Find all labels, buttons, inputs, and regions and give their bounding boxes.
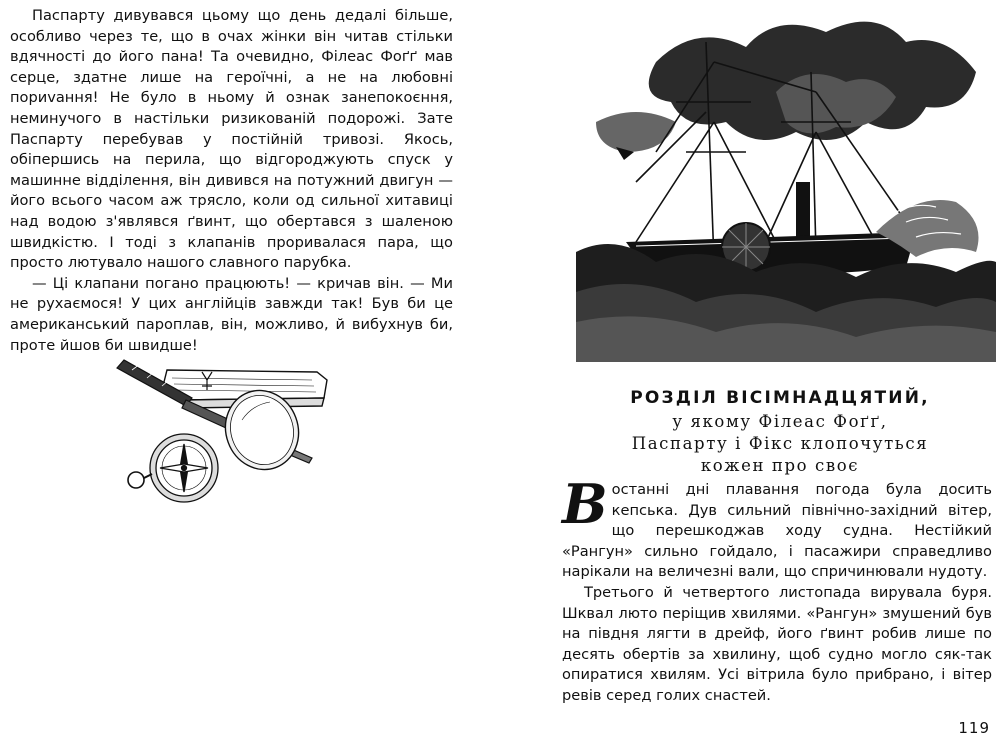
compass-icon <box>128 434 218 502</box>
paragraph-text: останні дні плавання погода була досить кепська. Дув сильний північно-західний вітер, що перешкоджав ходу судна. Нестійкий «Рангун» сильно гойдало, і пасажири справедливо нарікали на величезні вали, що спричинювали нудоту. <box>562 481 992 581</box>
paragraph: Третього й четвертого листопада вирувала буря. Шквал люто періщив хвилями. «Рангун» змушений був на півдня лягти в дрейф, його ґвинт робив лише по десять обертів за хвилину, щоб судно могло сяк-так опиратися хвилям. Усі вітрила було прибрано, і вітер ревів серед голих снастей. <box>562 583 992 704</box>
left-page <box>0 0 470 745</box>
right-page <box>540 0 1000 745</box>
right-page-text <box>562 472 992 707</box>
chapter-heading: РОЗДІЛ ВІСІМНАДЦЯТИЙ, <box>630 388 930 408</box>
steamship-in-storm-illustration <box>576 2 996 362</box>
paragraph: Паспарту дивувався цьому що день дедалі більше, особливо через те, що в очах жінки він читав стільки вдячності до його пана! Та очевидно, Філеас Фоґґ мав серце, здатне лише на героїчні, а не на любовні пориvання! Не було в ньому й ознак занепокоєння, неминучого в настільки ризикованій подорожі. Зате Паспарту перебував у постійній тривозі. Якось, обіпершись на перила, що відгороджують спуск у машинне відділення, він дивився на потужний двигун — його всього часом аж трясло, коли од сильної хитавиці над водою з'являвся ґвинт, що обертався з шаленою швидкістю. І тоді з клапанів проривалася пара, що просто лютувало нашого славного парубка. <box>10 7 453 272</box>
drop-cap: В <box>562 472 608 536</box>
chapter-title <box>560 385 1000 477</box>
page-number: 119 <box>958 719 990 737</box>
storm-clouds-icon <box>596 22 976 152</box>
chapter-subtitle-line: Паспарту і Фікс клопочуться <box>631 434 929 453</box>
waves-icon <box>576 200 996 362</box>
left-page-text <box>10 6 453 356</box>
spyglass-compass-magnifier-illustration <box>112 350 334 510</box>
funnel-icon <box>796 182 810 242</box>
chapter-subtitle-line: кожен про своє <box>700 456 860 475</box>
paragraph <box>562 472 992 583</box>
paragraph: — Ці клапани погано працюють! — кричав він. — Ми не рухаємося! У цих англійців завжди так! Був би це американський пароплав, він, можливо, й вибухнув би, проте йшов би швидше! <box>10 274 453 354</box>
chapter-subtitle-line: у якому Філеас Фоґґ, <box>672 412 888 431</box>
